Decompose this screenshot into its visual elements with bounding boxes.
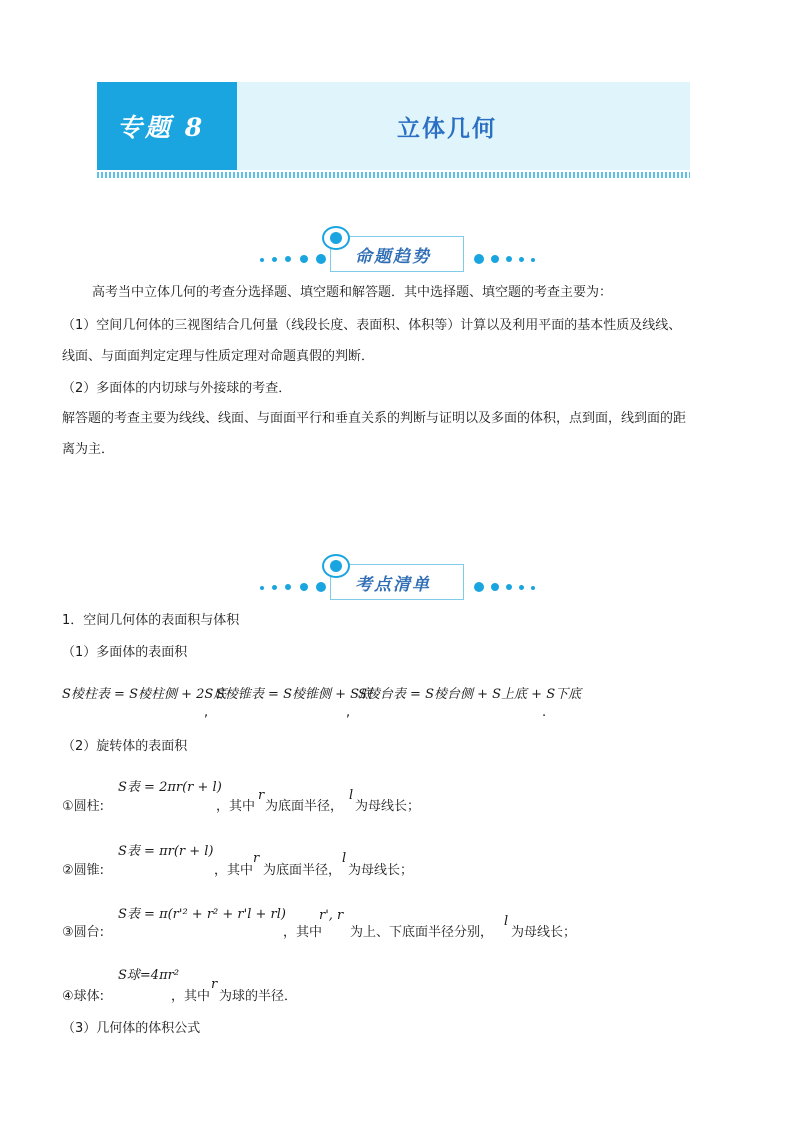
frustum-var-l: l	[504, 914, 509, 929]
header-divider	[97, 172, 690, 178]
cone-formula: S表 = πr(r + l)	[118, 844, 214, 859]
frustum-label: ③圆台:	[62, 925, 105, 940]
cylinder-var-l: l	[349, 788, 354, 803]
cylinder-label: ①圆柱:	[62, 799, 105, 814]
points-heading-1: 1．空间几何体的表面积与体积	[62, 613, 240, 628]
frustum-text: 为上、下底面半径分别，	[350, 925, 494, 940]
decor-dot	[272, 585, 277, 590]
cylinder-text: 为母线长；	[355, 799, 421, 814]
decor-dot	[285, 584, 291, 590]
section-title: 命题趋势	[355, 247, 431, 267]
topic-tag-text: 专题 8	[117, 113, 206, 142]
decor-dot	[519, 257, 524, 262]
trend-item1-line2: 线面、与面面判定定理与性质定理对命题真假的判断．	[62, 349, 375, 364]
cylinder-var-r: r	[258, 788, 265, 803]
decor-dot	[300, 583, 308, 591]
sphere-label: ④球体:	[62, 989, 105, 1004]
points-heading-1-1: （1）多面体的表面积	[62, 645, 188, 660]
decor-dot	[491, 255, 499, 263]
decor-dot	[300, 255, 308, 263]
cone-text: 为母线长；	[348, 863, 414, 878]
section-heading-points	[230, 556, 560, 602]
trend-intro: 高考当中立体几何的考查分选择题、填空题和解答题．其中选择题、填空题的考查主要为：	[92, 285, 613, 300]
section-title: 考点清单	[355, 575, 431, 595]
decor-dot	[316, 582, 326, 592]
formula-prism: S棱柱表 = S棱柱侧 + 2S底	[62, 687, 227, 702]
trend-para2-line2: 离为主．	[62, 442, 115, 457]
points-heading-1-2: （2）旋转体的表面积	[62, 739, 188, 754]
cone-var-r: r	[253, 851, 260, 866]
decor-dot	[531, 258, 535, 262]
cylinder-formula: S表 = 2πr(r + l)	[118, 780, 222, 795]
decor-dot	[474, 582, 484, 592]
decor-dot	[506, 584, 512, 590]
cone-text: ，其中	[214, 863, 254, 878]
formula-pyramid: S棱锥表 = S棱锥侧 + S底	[216, 687, 373, 702]
decor-dot	[260, 258, 264, 262]
trend-item2: （2）多面体的内切球与外接球的考查．	[62, 381, 292, 396]
decor-dot	[531, 586, 535, 590]
header-banner	[97, 82, 690, 170]
cone-var-l: l	[342, 851, 347, 866]
frustum-var-r: r', r	[319, 908, 344, 923]
page-title: 立体几何	[397, 116, 497, 142]
sphere-formula: S球=4πr²	[118, 968, 180, 983]
cone-label: ②圆锥:	[62, 863, 105, 878]
formula-separator: ,	[346, 705, 351, 720]
formula-frustum: S棱台表 = S棱台侧 + S上底 + S下底	[358, 687, 582, 702]
points-heading-1-3: （3）几何体的体积公式	[62, 1021, 201, 1036]
sphere-text: 为球的半径．	[219, 989, 298, 1004]
eye-icon	[322, 226, 350, 250]
section-badge	[330, 236, 464, 272]
topic-tag	[97, 82, 237, 170]
decor-dot	[285, 256, 291, 262]
cylinder-text: ，其中	[216, 799, 256, 814]
decor-dot	[260, 586, 264, 590]
section-heading-trend	[230, 228, 560, 274]
frustum-text: ，其中	[283, 925, 323, 940]
decor-dot	[474, 254, 484, 264]
trend-item1-line1: （1）空间几何体的三视图结合几何量（线段长度、表面积、体积等）计算以及利用平面的基本性质及线线、	[62, 318, 682, 333]
decor-dot	[272, 257, 277, 262]
sphere-text: ，其中	[171, 989, 211, 1004]
cone-text: 为底面半径，	[263, 863, 342, 878]
frustum-text: 为母线长；	[511, 925, 577, 940]
section-badge	[330, 564, 464, 600]
frustum-formula: S表 = π(r'² + r² + r'l + rl)	[118, 907, 286, 922]
decor-dot	[506, 256, 512, 262]
sphere-var-r: r	[211, 977, 218, 992]
trend-para2-line1: 解答题的考查主要为线线、线面、与面面平行和垂直关系的判断与证明以及多面的体积，点到面，线到面的距	[62, 411, 687, 426]
eye-icon	[322, 554, 350, 578]
formula-end: .	[542, 705, 547, 720]
decor-dot	[519, 585, 524, 590]
decor-dot	[491, 583, 499, 591]
formula-separator: ,	[204, 705, 209, 720]
decor-dot	[316, 254, 326, 264]
cylinder-text: 为底面半径，	[265, 799, 344, 814]
